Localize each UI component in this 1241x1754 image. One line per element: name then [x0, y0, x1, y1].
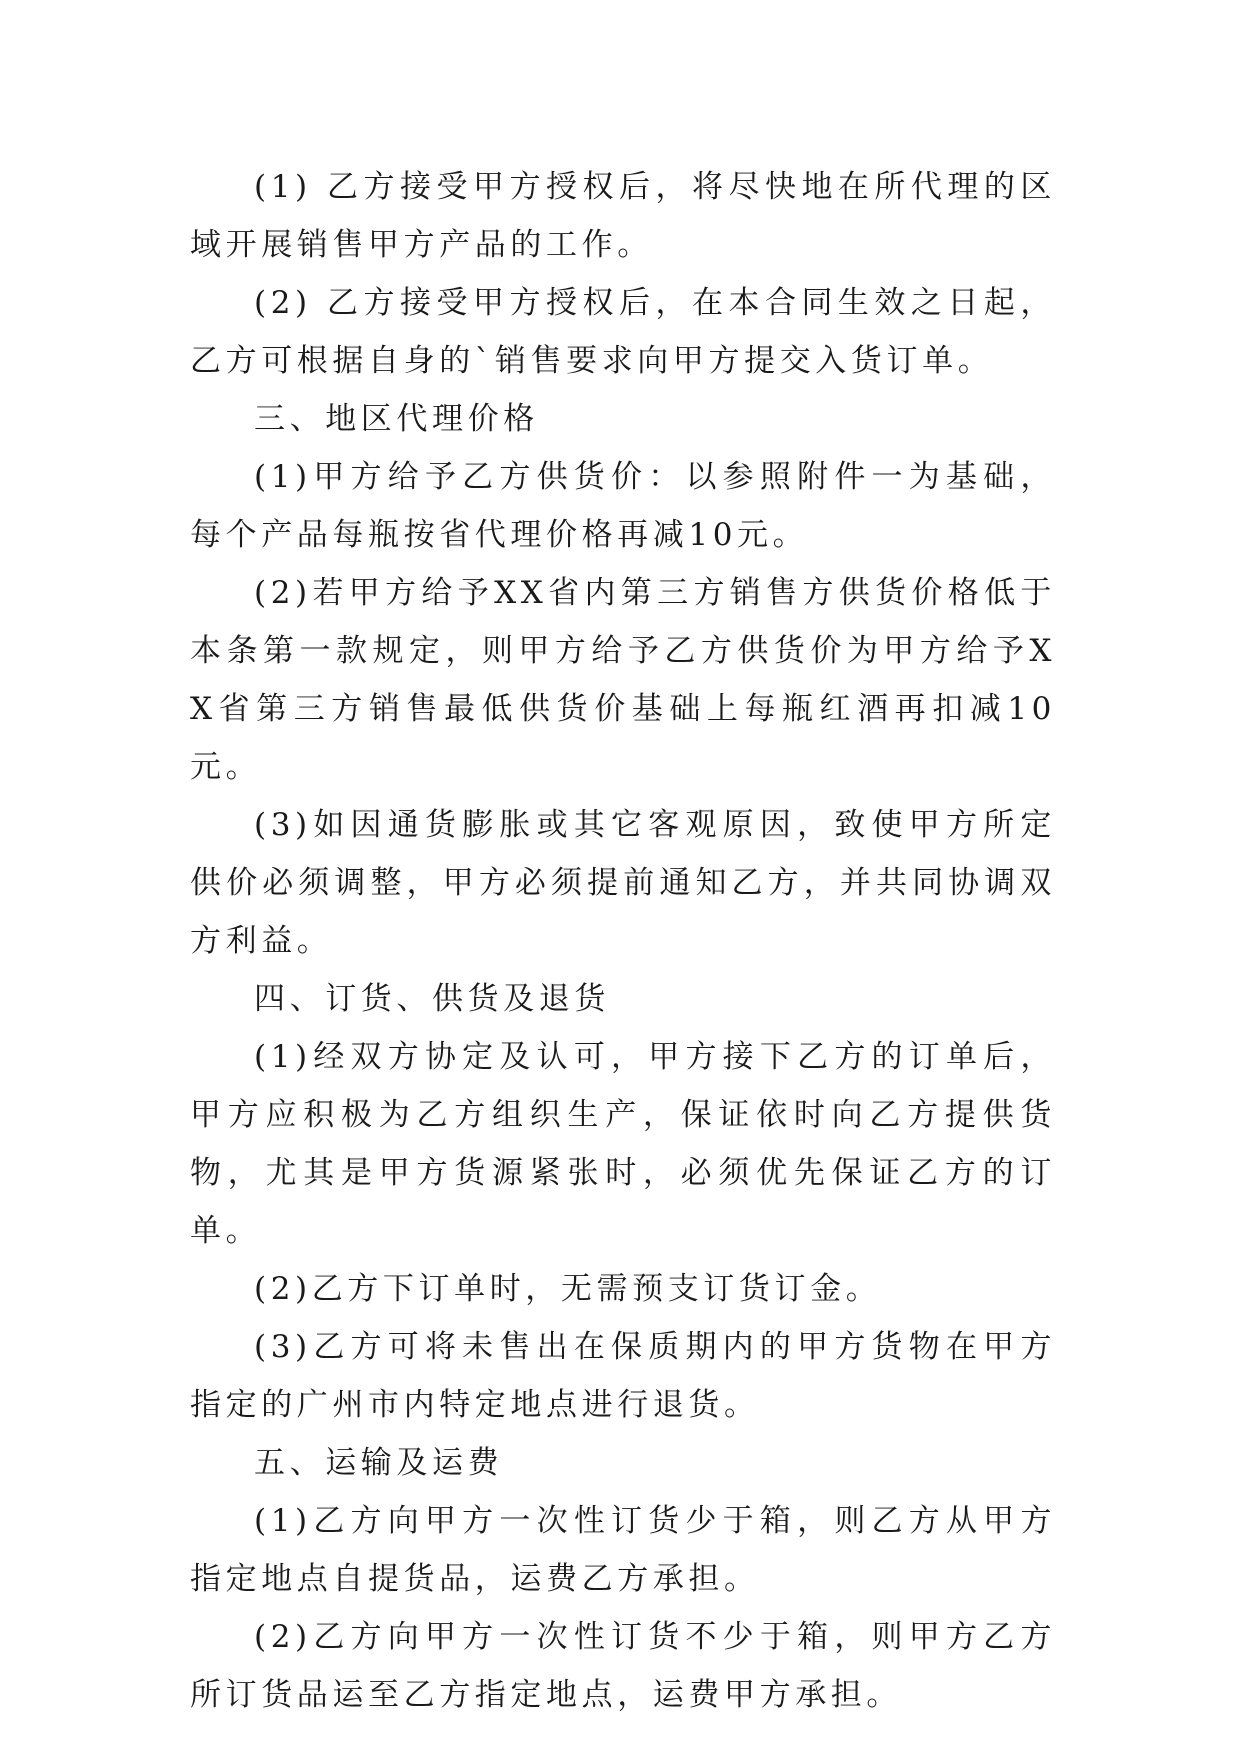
- paragraph-2-2: (2) 乙方接受甲方授权后，在本合同生效之日起，乙方可根据自身的`销售要求向甲方提交入货订单。: [190, 285, 1056, 379]
- paragraph-5-1: (1)乙方向甲方一次性订货少于箱，则乙方从甲方指定地点自提货品，运费乙方承担。: [190, 1503, 1056, 1597]
- paragraph-4-2: (2)乙方下订单时，无需预支订货订金。: [254, 1271, 882, 1307]
- paragraph-3-3: (3)如因通货膨胀或其它客观原因，致使甲方所定供价必须调整，甲方必须提前通知乙方，并共同协调双方利益。: [190, 807, 1056, 959]
- paragraph-2-1: (1) 乙方接受甲方授权后，将尽快地在所代理的区域开展销售甲方产品的工作。: [190, 169, 1056, 263]
- document-body: [190, 158, 1056, 1724]
- paragraph-3-2: (2)若甲方给予XX省内第三方销售方供货价格低于本条第一款规定，则甲方给予乙方供货价为甲方给予XX省第三方销售最低供货价基础上每瓶红酒再扣减10元。: [190, 575, 1056, 785]
- paragraph-5-2: (2)乙方向甲方一次性订货不少于箱，则甲方乙方所订货品运至乙方指定地点，运费甲方承担。: [190, 1619, 1056, 1713]
- paragraph-3-1: (1)甲方给予乙方供货价：以参照附件一为基础，每个产品每瓶按省代理价格再减10元。: [190, 459, 1056, 553]
- section-heading-3: 三、地区代理价格: [254, 401, 539, 437]
- paragraph-4-3: (3)乙方可将未售出在保质期内的甲方货物在甲方指定的广州市内特定地点进行退货。: [190, 1329, 1056, 1423]
- paragraph-4-1: (1)经双方协定及认可，甲方接下乙方的订单后，甲方应积极为乙方组织生产，保证依时向乙方提供货物，尤其是甲方货源紧张时，必须优先保证乙方的订单。: [190, 1039, 1056, 1249]
- section-heading-4: 四、订货、供货及退货: [254, 981, 610, 1017]
- section-heading-5: 五、运输及运费: [254, 1445, 504, 1481]
